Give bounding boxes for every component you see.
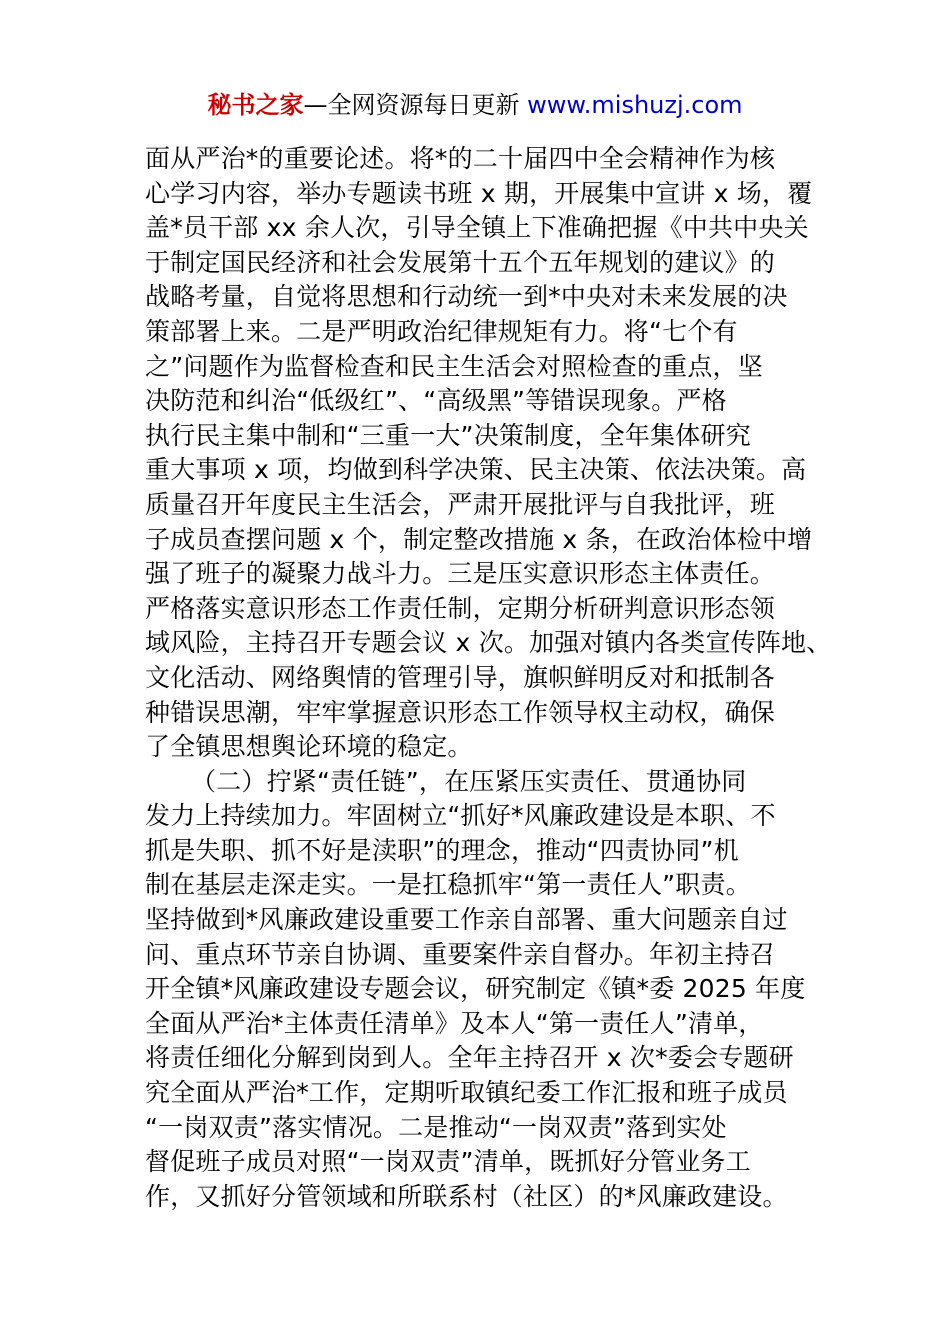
body-line: “一岗双责”落实情况。二是推动“一岗双责”落到实处 [145,1112,727,1142]
body-line: 严格落实意识形态工作责任制，定期分析研判意识形态领 [145,593,776,623]
body-line: 策部署上来。二是严明政治纪律规矩有力。将“七个有 [145,316,738,346]
body-line: 面从严治*的重要论述。将*的二十届四中全会精神作为核 [145,144,776,173]
body-line: 问、重点环节亲自协调、重要案件亲自督办。年初主持召 [145,939,776,969]
body-line: 战略考量，自觉将思想和行动统一到*中央对未来发展的决 [145,282,788,312]
body-line: 开全镇*风廉政建设专题会议，研究制定《镇*委 2025 年度 [145,974,806,1004]
brand-name: 秘书之家 [207,91,304,119]
section-heading-line: （二）拧紧“责任链”，在压紧压实责任、贯通协同 [191,766,747,796]
body-line: 制在基层走深走实。一是扛稳抓牢“第一责任人”职责。 [145,870,751,900]
body-line: 抓是失职、抓不好是渎职”的理念，推动“四责协同”机 [145,835,739,865]
header-dash: — [303,91,328,119]
body-line: 种错误思潮，牢牢掌握意识形态工作领导权主动权，确保 [145,697,776,727]
body-line: 全面从严治*主体责任清单》及本人“第一责任人”清单， [145,1008,764,1038]
body-line: 督促班子成员对照“一岗双责”清单，既抓好分管业务工 [145,1147,751,1177]
body-line: 重大事项 x 项，均做到科学决策、民主决策、依法决策。高 [145,455,807,485]
body-line: 究全面从严治*工作，定期听取镇纪委工作汇报和班子成员 [145,1078,788,1108]
body-line: 盖*员干部 xx 余人次，引导全镇上下准确把握《中共中央关 [145,213,809,243]
header-slogan: 全网资源每日更新 [327,91,520,119]
body-line: 坚持做到*风廉政建设重要工作亲自部署、重大问题亲自过 [145,905,788,935]
document-body [145,142,832,1214]
body-line: 质量召开年度民主生活会，严肃开展批评与自我批评，班 [145,489,776,519]
body-line: 子成员查摆问题 x 个，制定整改措施 x 条，在政治体检中增 [145,524,813,554]
site-header [0,88,950,122]
body-line: 了全镇思想舆论环境的稳定。 [145,732,473,762]
body-line: 强了班子的凝聚力战斗力。三是压实意识形态主体责任。 [145,559,776,589]
body-line: 发力上持续加力。牢固树立“抓好*风廉政建设是本职、不 [145,801,776,831]
body-line: 于制定国民经济和社会发展第十五个五年规划的建议》的 [145,247,776,277]
body-line: 之”问题作为监督检查和民主生活会对照检查的重点，坚 [145,351,763,381]
body-line: 文化活动、网络舆情的管理引导，旗帜鲜明反对和抵制各 [145,662,776,692]
body-line: 执行民主集中制和“三重一大”决策制度，全年集体研究 [145,420,751,450]
body-line: 心学习内容，举办专题读书班 x 期，开展集中宣讲 x 场，覆 [145,178,813,208]
body-line: 将责任细化分解到岗到人。全年主持召开 x 次*委会专题研 [145,1043,794,1073]
site-url-link[interactable]: www.mishuzj.com [527,91,743,119]
body-line: 决防范和纠治“低级红”、“高级黑”等错误现象。严格 [145,386,727,416]
body-line: 作，又抓好分管领域和所联系村（社区）的*风廉政建设。 [145,1181,788,1211]
body-line: 域风险，主持召开专题会议 x 次。加强对镇内各类宣传阵地、 [145,628,832,658]
